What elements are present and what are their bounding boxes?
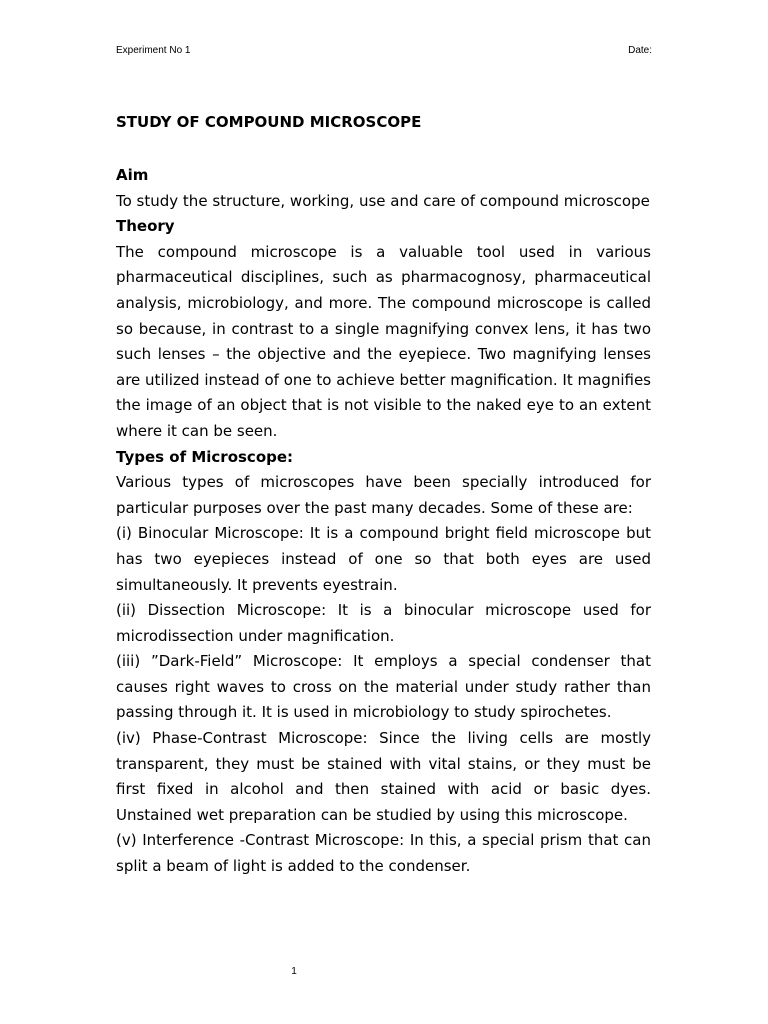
page-header (116, 44, 652, 60)
type-item-phase-contrast: (iv) Phase-Contrast Microscope: Since the living cells are mostly transparent, they must be stained with vital stains, or they must be first fixed in alcohol and then stained with acid or basic dyes. Unstained wet preparation can be studied by using this microscope. (116, 729, 651, 824)
page-number: 1 (291, 966, 297, 977)
document-body (116, 112, 651, 880)
theory-heading: Theory (116, 217, 175, 236)
types-heading: Types of Microscope: (116, 447, 294, 466)
type-item-binocular: (i) Binocular Microscope: It is a compound bright field microscope but has two eyepieces instead of one so that both eyes are used simultaneously. It prevents eyestrain. (116, 524, 651, 594)
document-title: STUDY OF COMPOUND MICROSCOPE (116, 113, 422, 131)
type-item-dark-field: (iii) ”Dark-Field” Microscope: It employs a special condenser that causes right waves to cross on the material under study rather than passing through it. It is used in microbiology to study spirochetes. (116, 652, 651, 722)
aim-heading: Aim (116, 166, 149, 184)
theory-text: The compound microscope is a valuable tool used in various pharmaceutical disciplines, such as pharmacognosy, pharmaceutical analysis, microbiology, and more. The compound microscope is called so because, in contrast to a single magnifying convex lens, it has two such lenses – the objective and the eyepiece. Two magnifying lenses are utilized instead of one to achieve better magnification. It magnifies the image of an object that is not visible to the naked eye to an extent where it can be seen. (116, 242, 651, 440)
aim-text: To study the structure, working, use and care of compound microscope (116, 191, 650, 210)
date-label: Date: (628, 45, 652, 56)
experiment-number: Experiment No 1 (116, 45, 191, 56)
type-item-dissection: (ii) Dissection Microscope: It is a binocular microscope used for microdissection under magnification. (116, 601, 651, 645)
types-intro: Various types of microscopes have been specially introduced for particular purposes over the past many decades. Some of these are: (116, 473, 651, 517)
type-item-interference-contrast: (v) Interference -Contrast Microscope: In this, a special prism that can split a beam of light is added to the condenser. (116, 831, 651, 876)
